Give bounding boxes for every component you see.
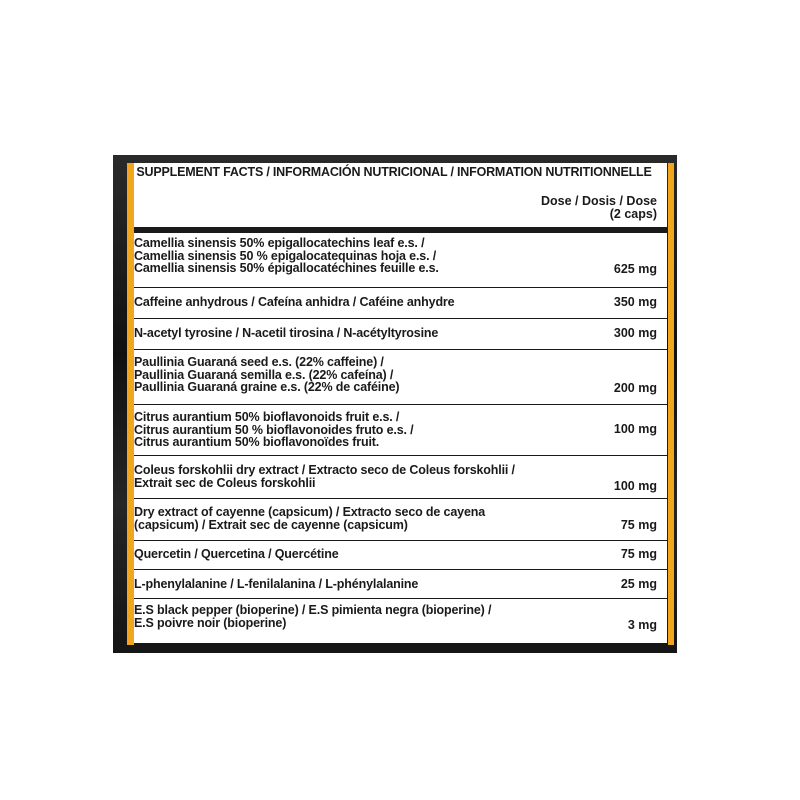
supplement-facts-panel (134, 163, 667, 643)
ingredient-row (134, 541, 667, 570)
ingredient-dose: 625 mg (613, 262, 657, 276)
ingredient-name: N-acetyl tyrosine / N-acetil tirosina / N-acétyltyrosine (134, 326, 439, 340)
panel-title: SUPPLEMENT FACTS / INFORMACIÓN NUTRICIONAL / INFORMATION NUTRITIONNELLE (136, 165, 652, 179)
ingredient-row (134, 456, 667, 499)
ingredient-name: Camellia sinensis 50% epigallocatechins leaf e.s. / Camellia sinensis 50 % epigalocatequinas hoja e.s. / Camellia sinensis 50% épigallocatéchines feuille e.s. (134, 236, 439, 275)
ingredient-row (134, 499, 667, 541)
ingredient-row (134, 233, 667, 288)
ingredient-name: Paullinia Guaraná seed e.s. (22% caffeine) / Paullinia Guaraná semilla e.s. (22% cafeína) / Paullinia Guaraná graine e.s. (22% de caféine) (134, 355, 400, 394)
accent-stripe-left (127, 163, 134, 645)
ingredient-name: L-phenylalanine / L-fenilalanina / L-phénylalanine (134, 577, 419, 591)
ingredient-row (134, 405, 667, 456)
ingredient-row (134, 570, 667, 599)
ingredient-dose: 200 mg (613, 381, 657, 395)
dose-column-header (497, 195, 657, 221)
ingredient-name: Quercetin / Quercetina / Quercétine (134, 547, 339, 561)
ingredient-name: E.S black pepper (bioperine) / E.S pimienta negra (bioperine) / E.S poivre noir (bioperine) (134, 603, 492, 630)
ingredient-dose: 100 mg (613, 422, 657, 436)
ingredient-dose: 350 mg (613, 295, 657, 309)
ingredient-row (134, 350, 667, 405)
ingredient-dose: 75 mg (620, 518, 657, 532)
ingredient-name: Coleus forskohlii dry extract / Extracto seco de Coleus forskohlii / Extrait sec de Coleus forskohlii (134, 463, 515, 490)
ingredient-dose: 3 mg (627, 618, 657, 632)
ingredient-name: Citrus aurantium 50% bioflavonoids fruit e.s. / Citrus aurantium 50 % bioflavonoides fruto e.s. / Citrus aurantium 50% bioflavonoïdes fruit. (134, 410, 414, 449)
ingredient-rows (134, 233, 667, 639)
ingredient-row (134, 288, 667, 319)
ingredient-row (134, 319, 667, 350)
ingredient-dose: 300 mg (613, 326, 657, 340)
ingredient-dose: 75 mg (620, 547, 657, 561)
dose-header-text: Dose / Dosis / Dose (2 caps) (540, 194, 657, 221)
accent-stripe-right (668, 163, 674, 645)
label-frame (113, 155, 677, 653)
ingredient-row (134, 599, 667, 639)
ingredient-name: Dry extract of cayenne (capsicum) / Extracto seco de cayena (capsicum) / Extrait sec de cayenne (capsicum) (134, 505, 486, 532)
ingredient-name: Caffeine anhydrous / Cafeína anhidra / Caféine anhydre (134, 295, 455, 309)
ingredient-dose: 100 mg (613, 479, 657, 493)
ingredient-dose: 25 mg (620, 577, 657, 591)
